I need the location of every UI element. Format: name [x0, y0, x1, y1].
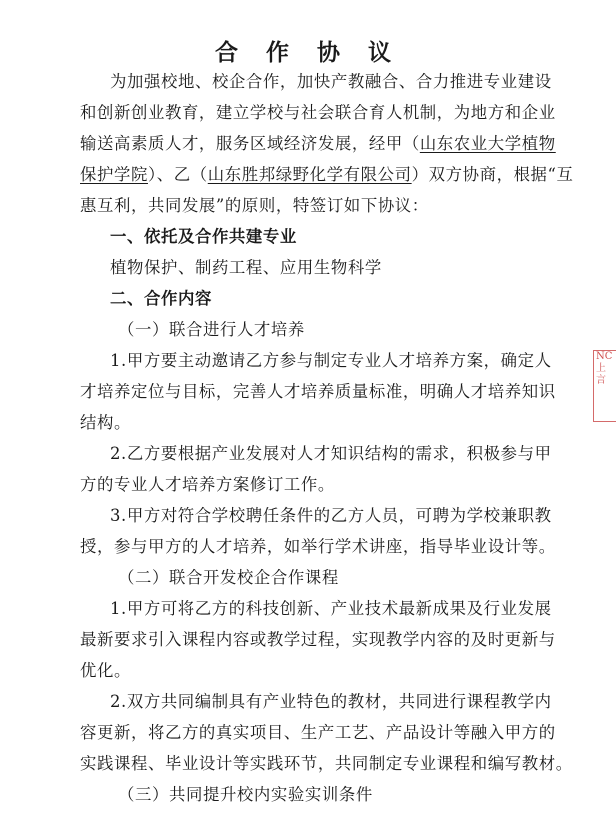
subsection-2-heading: （二）联合开发校企合作课程 [118, 568, 339, 587]
section-1-content: 植物保护、制药工程、应用生物科学 [110, 258, 382, 277]
party-a-name-part1: 山东农业大学植物 [419, 134, 556, 153]
section-1-heading: 一、依托及合作共建专业 [110, 227, 297, 246]
section-2-heading: 二、合作内容 [110, 289, 212, 308]
sub1-p2-line2: 方的专业人才培养方案修订工作。 [80, 475, 335, 494]
sub1-p2-line1: 2.乙方要根据产业发展对人才知识结构的需求，积极参与甲 [110, 444, 552, 463]
intro-line-4-mid: ）、乙（ [147, 165, 208, 184]
sub2-p2-line2: 容更新，将乙方的真实项目、生产工艺、产品设计等融入甲方的 [80, 723, 556, 742]
sub2-p1-line2: 最新要求引入课程内容或教学过程，实现教学内容的及时更新与 [80, 630, 556, 649]
sub1-p1-line3: 结构。 [80, 413, 131, 432]
intro-line-5: 惠互利，共同发展”的原则，特签订如下协议： [80, 196, 429, 215]
seal-stamp-mark-2: 上 [596, 363, 606, 374]
sub2-p2-line3: 实践课程、毕业设计等实践环节，共同制定专业课程和编写教材。 [80, 754, 573, 773]
party-a-name-part2: 保护学院 [80, 165, 148, 184]
intro-line-1: 为加强校地、校企合作，加快产教融合、合力推进专业建设 [110, 72, 552, 91]
sub2-p1-line1: 1.甲方可将乙方的科技创新、产业技术最新成果及行业发展 [110, 599, 552, 618]
sub2-p2-line1: 2.双方共同编制具有产业特色的教材，共同进行课程教学内 [110, 692, 552, 711]
intro-line-3 [80, 134, 556, 154]
sub2-p1-line3: 优化。 [80, 661, 131, 680]
intro-line-2: 和创新创业教育，建立学校与社会联合育人机制，为地方和企业 [80, 103, 556, 122]
intro-line-3-text: 输送高素质人才，服务区域经济发展，经甲（ [80, 134, 420, 153]
seal-stamp-mark-3: 言 [596, 375, 606, 386]
party-b-name: 山东胜邦绿野化学有限公司 [207, 165, 412, 184]
subsection-3-heading: （三）共同提升校内实验实训条件 [118, 785, 373, 804]
document-title: 合 作 协 议 [214, 39, 402, 66]
intro-line-4 [80, 165, 574, 185]
seal-stamp-fragment [593, 350, 616, 422]
sub1-p1-line2: 才培养定位与目标，完善人才培养质量标准，明确人才培养知识 [80, 382, 556, 401]
subsection-1-heading: （一）联合进行人才培养 [118, 320, 305, 339]
sub1-p3-line2: 授，参与甲方的人才培养，如举行学术讲座，指导毕业设计等。 [80, 537, 556, 556]
seal-stamp-mark-1: NC [596, 351, 613, 362]
sub1-p3-line1: 3.甲方对符合学校聘任条件的乙方人员，可聘为学校兼职教 [110, 506, 552, 525]
sub1-p1-line1: 1.甲方要主动邀请乙方参与制定专业人才培养方案，确定人 [110, 351, 552, 370]
intro-line-4-end: ）双方协商，根据“互 [411, 165, 574, 184]
